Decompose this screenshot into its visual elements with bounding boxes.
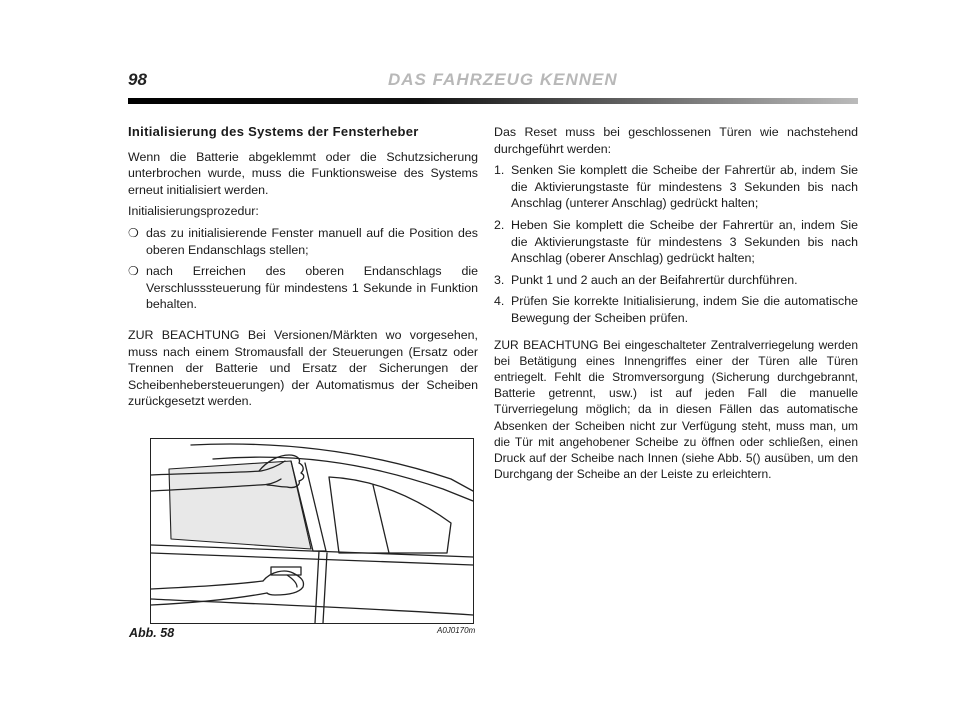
list-item [494, 272, 858, 289]
step-number: 4. [494, 294, 505, 309]
page-header [128, 70, 858, 94]
procedure-label: Initialisierungsprozedur: [128, 204, 259, 219]
step-number: 2. [494, 217, 505, 232]
step-text: Prüfen Sie korrekte Initialisierung, indem Sie die automatische Bewegung der Scheiben prüfen. [511, 294, 858, 325]
step-number: 1. [494, 163, 505, 178]
door-edge [315, 551, 319, 623]
header-rule [128, 98, 858, 104]
bullet-circle-icon: ❍ [128, 225, 139, 240]
left-column [128, 124, 478, 415]
section-heading: Initialisierung des Systems der Fensterheber [128, 124, 419, 139]
note-paragraph: ZUR BEACHTUNG Bei eingeschalteter Zentralverriegelung werden bei Betätigung eines Innengriffes einer der Türen alle Türen entriegelt. Fehlt die Stromversorgung (Sicherung durchgebrannt, Batterie getrennt, usw.) ist auf jeden Fall die manuelle Türverriegelung möglich; da in diesen Fällen das automatische Absenken der Scheiben nicht zur Verfügung steht, muss man, um die Tür mit angehobener Scheibe zu öffnen oder schließen, einen Druck auf der Scheibe nach Innen (siehe Abb. 5() ausüben, um den Durchgang der Scheibe an der Leiste zu erleichtern. [494, 337, 858, 482]
rear-window [329, 477, 451, 553]
figure-label: Abb. 58 [129, 626, 175, 640]
figure-illustration [150, 438, 474, 624]
list-item [128, 225, 478, 258]
step-number: 3. [494, 272, 505, 287]
rear-window-divider [373, 485, 389, 553]
bullet-text: nach Erreichen des oberen Endanschlags die Verschlusssteuerung für mindestens 1 Sekunde in Funktion behalten. [146, 264, 478, 312]
step-text: Punkt 1 und 2 auch an der Beifahrertür durchführen. [511, 272, 798, 287]
window-glass [169, 461, 311, 549]
right-column [494, 124, 858, 487]
list-item [494, 162, 858, 212]
lower-arm [151, 581, 263, 589]
bullet-text: das zu initialisierende Fenster manuell auf die Position des oberen Endanschlags stellen; [146, 225, 478, 257]
list-item [128, 263, 478, 313]
bullet-circle-icon: ❍ [128, 264, 139, 279]
intro-paragraph: Wenn die Batterie abgeklemmt oder die Schutzsicherung unterbrochen wurde, muss die Funktionsweise des Systems erneut initialisiert werden. [128, 149, 478, 197]
list-item [494, 217, 858, 267]
car-window-illustration [151, 439, 473, 623]
list-item [494, 293, 858, 326]
step-text: Heben Sie komplett die Scheibe der Fahrertür an, indem Sie die Aktivierungstaste für mindestens 3 Sekunden bis nach Anschlag (oberer Anschlag) gedrückt halten; [511, 217, 858, 266]
note-paragraph: ZUR BEACHTUNG Bei Versionen/Märkten wo vorgesehen, muss nach einem Stromausfall der Steuerungen (Ersatz oder Trennen der Batterie und Ersatz der Sicherungen der Scheibenhebersteuerungen) der Automatismus der Scheiben zurückgesetzt werden. [128, 327, 478, 409]
figure-code: A0J0170m [437, 626, 476, 635]
chapter-title: DAS FAHRZEUG KENNEN [388, 70, 618, 89]
step-text: Senken Sie komplett die Scheibe der Fahrertür ab, indem Sie die Aktivierungstaste für mindestens 3 Sekunden bis nach Anschlag (unterer Anschlag) gedrückt halten; [511, 163, 858, 211]
page-number: 98 [128, 70, 147, 89]
reset-intro: Das Reset muss bei geschlossenen Türen wie nachstehend durchgeführt werden: [494, 125, 858, 156]
